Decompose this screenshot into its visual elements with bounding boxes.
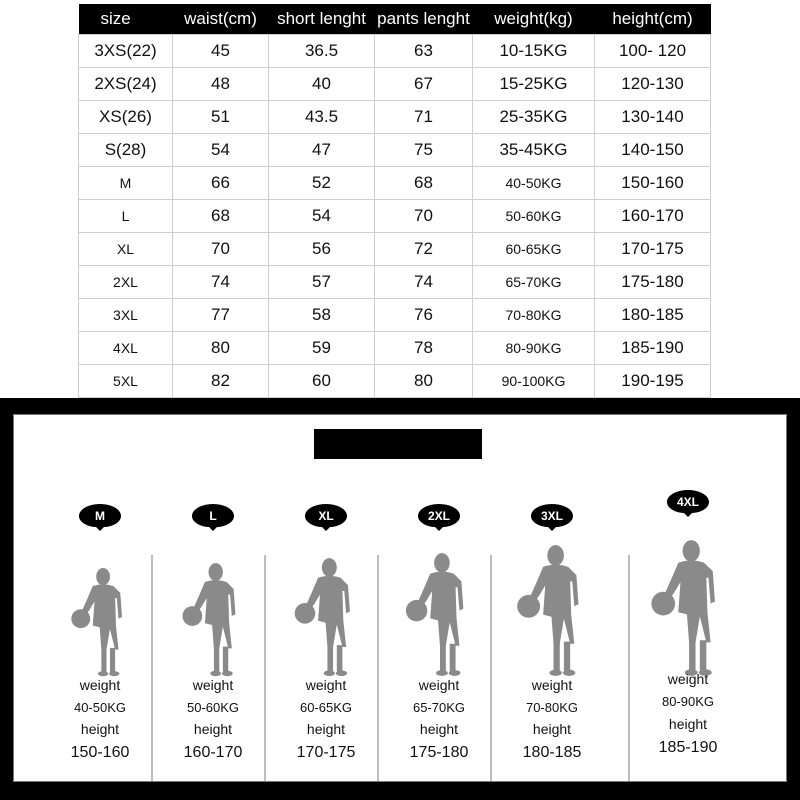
cell-short-length: 56 [269, 233, 375, 266]
cell-size: L [79, 200, 173, 233]
cell-weight: 50-60KG [473, 200, 595, 233]
cell-height: 150-160 [595, 167, 711, 200]
cell-pants-length: 74 [375, 266, 473, 299]
table-row [79, 233, 711, 266]
size-badge-icon [529, 503, 575, 531]
cell-weight: 60-65KG [473, 233, 595, 266]
size-illustration-panel [0, 398, 800, 800]
basketball-player-silhouette-icon [178, 562, 248, 679]
cell-size: 4XL [79, 332, 173, 365]
size-badge-icon [77, 503, 123, 531]
cell-waist: 80 [173, 332, 269, 365]
cell-height: 140-150 [595, 134, 711, 167]
cell-short-length: 59 [269, 332, 375, 365]
header-short-length: short lenght [269, 4, 375, 35]
size-badge-label: XL [318, 509, 334, 523]
panel-title-bar [314, 429, 482, 459]
cell-weight: 10-15KG [473, 35, 595, 68]
cell-weight: 40-50KG [473, 167, 595, 200]
cell-short-length: 52 [269, 167, 375, 200]
height-value: 180-185 [522, 744, 582, 761]
cell-weight: 80-90KG [473, 332, 595, 365]
cell-weight: 15-25KG [473, 68, 595, 101]
header-height: height(cm) [595, 4, 711, 35]
cell-weight: 90-100KG [473, 365, 595, 398]
cell-height: 120-130 [595, 68, 711, 101]
table-row [79, 299, 711, 332]
size-badge-icon [190, 503, 236, 531]
basketball-player-silhouette-icon [646, 539, 730, 679]
cell-size: M [79, 167, 173, 200]
size-badge-label: L [209, 509, 217, 523]
cell-height: 100- 120 [595, 35, 711, 68]
cell-size: S(28) [79, 134, 173, 167]
cell-height: 130-140 [595, 101, 711, 134]
cell-height: 180-185 [595, 299, 711, 332]
cell-pants-length: 71 [375, 101, 473, 134]
cell-size: 2XS(24) [79, 68, 173, 101]
weight-label: weight [531, 677, 573, 693]
basketball-player-silhouette-icon [290, 557, 363, 679]
cell-weight: 70-80KG [473, 299, 595, 332]
table-header-row [79, 4, 711, 35]
table-row [79, 134, 711, 167]
height-value: 160-170 [183, 744, 243, 761]
cell-weight: 25-35KG [473, 101, 595, 134]
size-badge-icon [303, 503, 349, 531]
weight-value: 80-90KG [661, 694, 715, 709]
cell-pants-length: 80 [375, 365, 473, 398]
table-row [79, 101, 711, 134]
weight-value: 40-50KG [73, 700, 127, 715]
height-label: height [419, 721, 459, 737]
cell-pants-length: 78 [375, 332, 473, 365]
cell-size: XL [79, 233, 173, 266]
height-value: 185-190 [658, 739, 718, 756]
size-badge-label: 4XL [676, 495, 699, 509]
cell-short-length: 43.5 [269, 101, 375, 134]
cell-pants-length: 70 [375, 200, 473, 233]
table-row [79, 332, 711, 365]
cell-waist: 74 [173, 266, 269, 299]
table-row [79, 68, 711, 101]
size-badge-icon [416, 503, 462, 531]
header-size: size [79, 4, 173, 35]
height-label: height [532, 721, 572, 737]
cell-size: XS(26) [79, 101, 173, 134]
cell-size: 3XS(22) [79, 35, 173, 68]
header-waist: waist(cm) [173, 4, 269, 35]
weight-value: 70-80KG [525, 700, 579, 715]
weight-value: 50-60KG [186, 700, 240, 715]
height-value: 175-180 [409, 744, 469, 761]
cell-waist: 68 [173, 200, 269, 233]
cell-short-length: 60 [269, 365, 375, 398]
cell-size: 2XL [79, 266, 173, 299]
cell-pants-length: 68 [375, 167, 473, 200]
cell-pants-length: 76 [375, 299, 473, 332]
size-figure-m [44, 483, 156, 779]
cell-size: 3XL [79, 299, 173, 332]
cell-waist: 54 [173, 134, 269, 167]
basketball-player-silhouette-icon [512, 544, 593, 679]
height-label: height [80, 721, 120, 737]
cell-size: 5XL [79, 365, 173, 398]
header-weight: weight(kg) [473, 4, 595, 35]
basketball-player-silhouette-icon [401, 552, 477, 679]
cell-short-length: 36.5 [269, 35, 375, 68]
table-row [79, 365, 711, 398]
cell-short-length: 58 [269, 299, 375, 332]
cell-pants-length: 72 [375, 233, 473, 266]
weight-label: weight [79, 677, 121, 693]
size-figure-xl [270, 483, 382, 779]
header-pants-length: pants lenght [375, 4, 473, 35]
illustration-frame [13, 414, 787, 782]
weight-label: weight [667, 671, 709, 687]
cell-waist: 70 [173, 233, 269, 266]
cell-height: 185-190 [595, 332, 711, 365]
cell-height: 175-180 [595, 266, 711, 299]
cell-pants-length: 75 [375, 134, 473, 167]
size-figure-2xl [383, 483, 495, 779]
cell-waist: 77 [173, 299, 269, 332]
cell-waist: 51 [173, 101, 269, 134]
cell-waist: 48 [173, 68, 269, 101]
cell-weight: 35-45KG [473, 134, 595, 167]
table-row [79, 35, 711, 68]
weight-value: 60-65KG [299, 700, 353, 715]
cell-height: 170-175 [595, 233, 711, 266]
size-badge-icon [665, 489, 711, 517]
cell-pants-length: 63 [375, 35, 473, 68]
basketball-player-silhouette-icon [67, 567, 134, 679]
table-row [79, 266, 711, 299]
cell-short-length: 40 [269, 68, 375, 101]
cell-short-length: 47 [269, 134, 375, 167]
height-label: height [668, 716, 708, 732]
column-divider [628, 555, 630, 781]
height-label: height [193, 721, 233, 737]
table-row [79, 200, 711, 233]
size-figure-4xl [632, 483, 744, 779]
cell-waist: 66 [173, 167, 269, 200]
height-label: height [306, 721, 346, 737]
weight-label: weight [305, 677, 347, 693]
cell-short-length: 54 [269, 200, 375, 233]
size-figure-l [157, 483, 269, 779]
cell-waist: 45 [173, 35, 269, 68]
cell-height: 160-170 [595, 200, 711, 233]
table-row [79, 167, 711, 200]
cell-waist: 82 [173, 365, 269, 398]
height-value: 150-160 [70, 744, 130, 761]
weight-value: 65-70KG [412, 700, 466, 715]
weight-label: weight [192, 677, 234, 693]
height-value: 170-175 [296, 744, 356, 761]
cell-pants-length: 67 [375, 68, 473, 101]
size-badge-label: 3XL [540, 509, 563, 523]
size-badge-label: 2XL [427, 509, 450, 523]
size-figure-3xl [496, 483, 608, 779]
size-badge-label: M [95, 509, 105, 523]
cell-height: 190-195 [595, 365, 711, 398]
cell-short-length: 57 [269, 266, 375, 299]
weight-label: weight [418, 677, 460, 693]
cell-weight: 65-70KG [473, 266, 595, 299]
size-chart-table [78, 4, 711, 398]
